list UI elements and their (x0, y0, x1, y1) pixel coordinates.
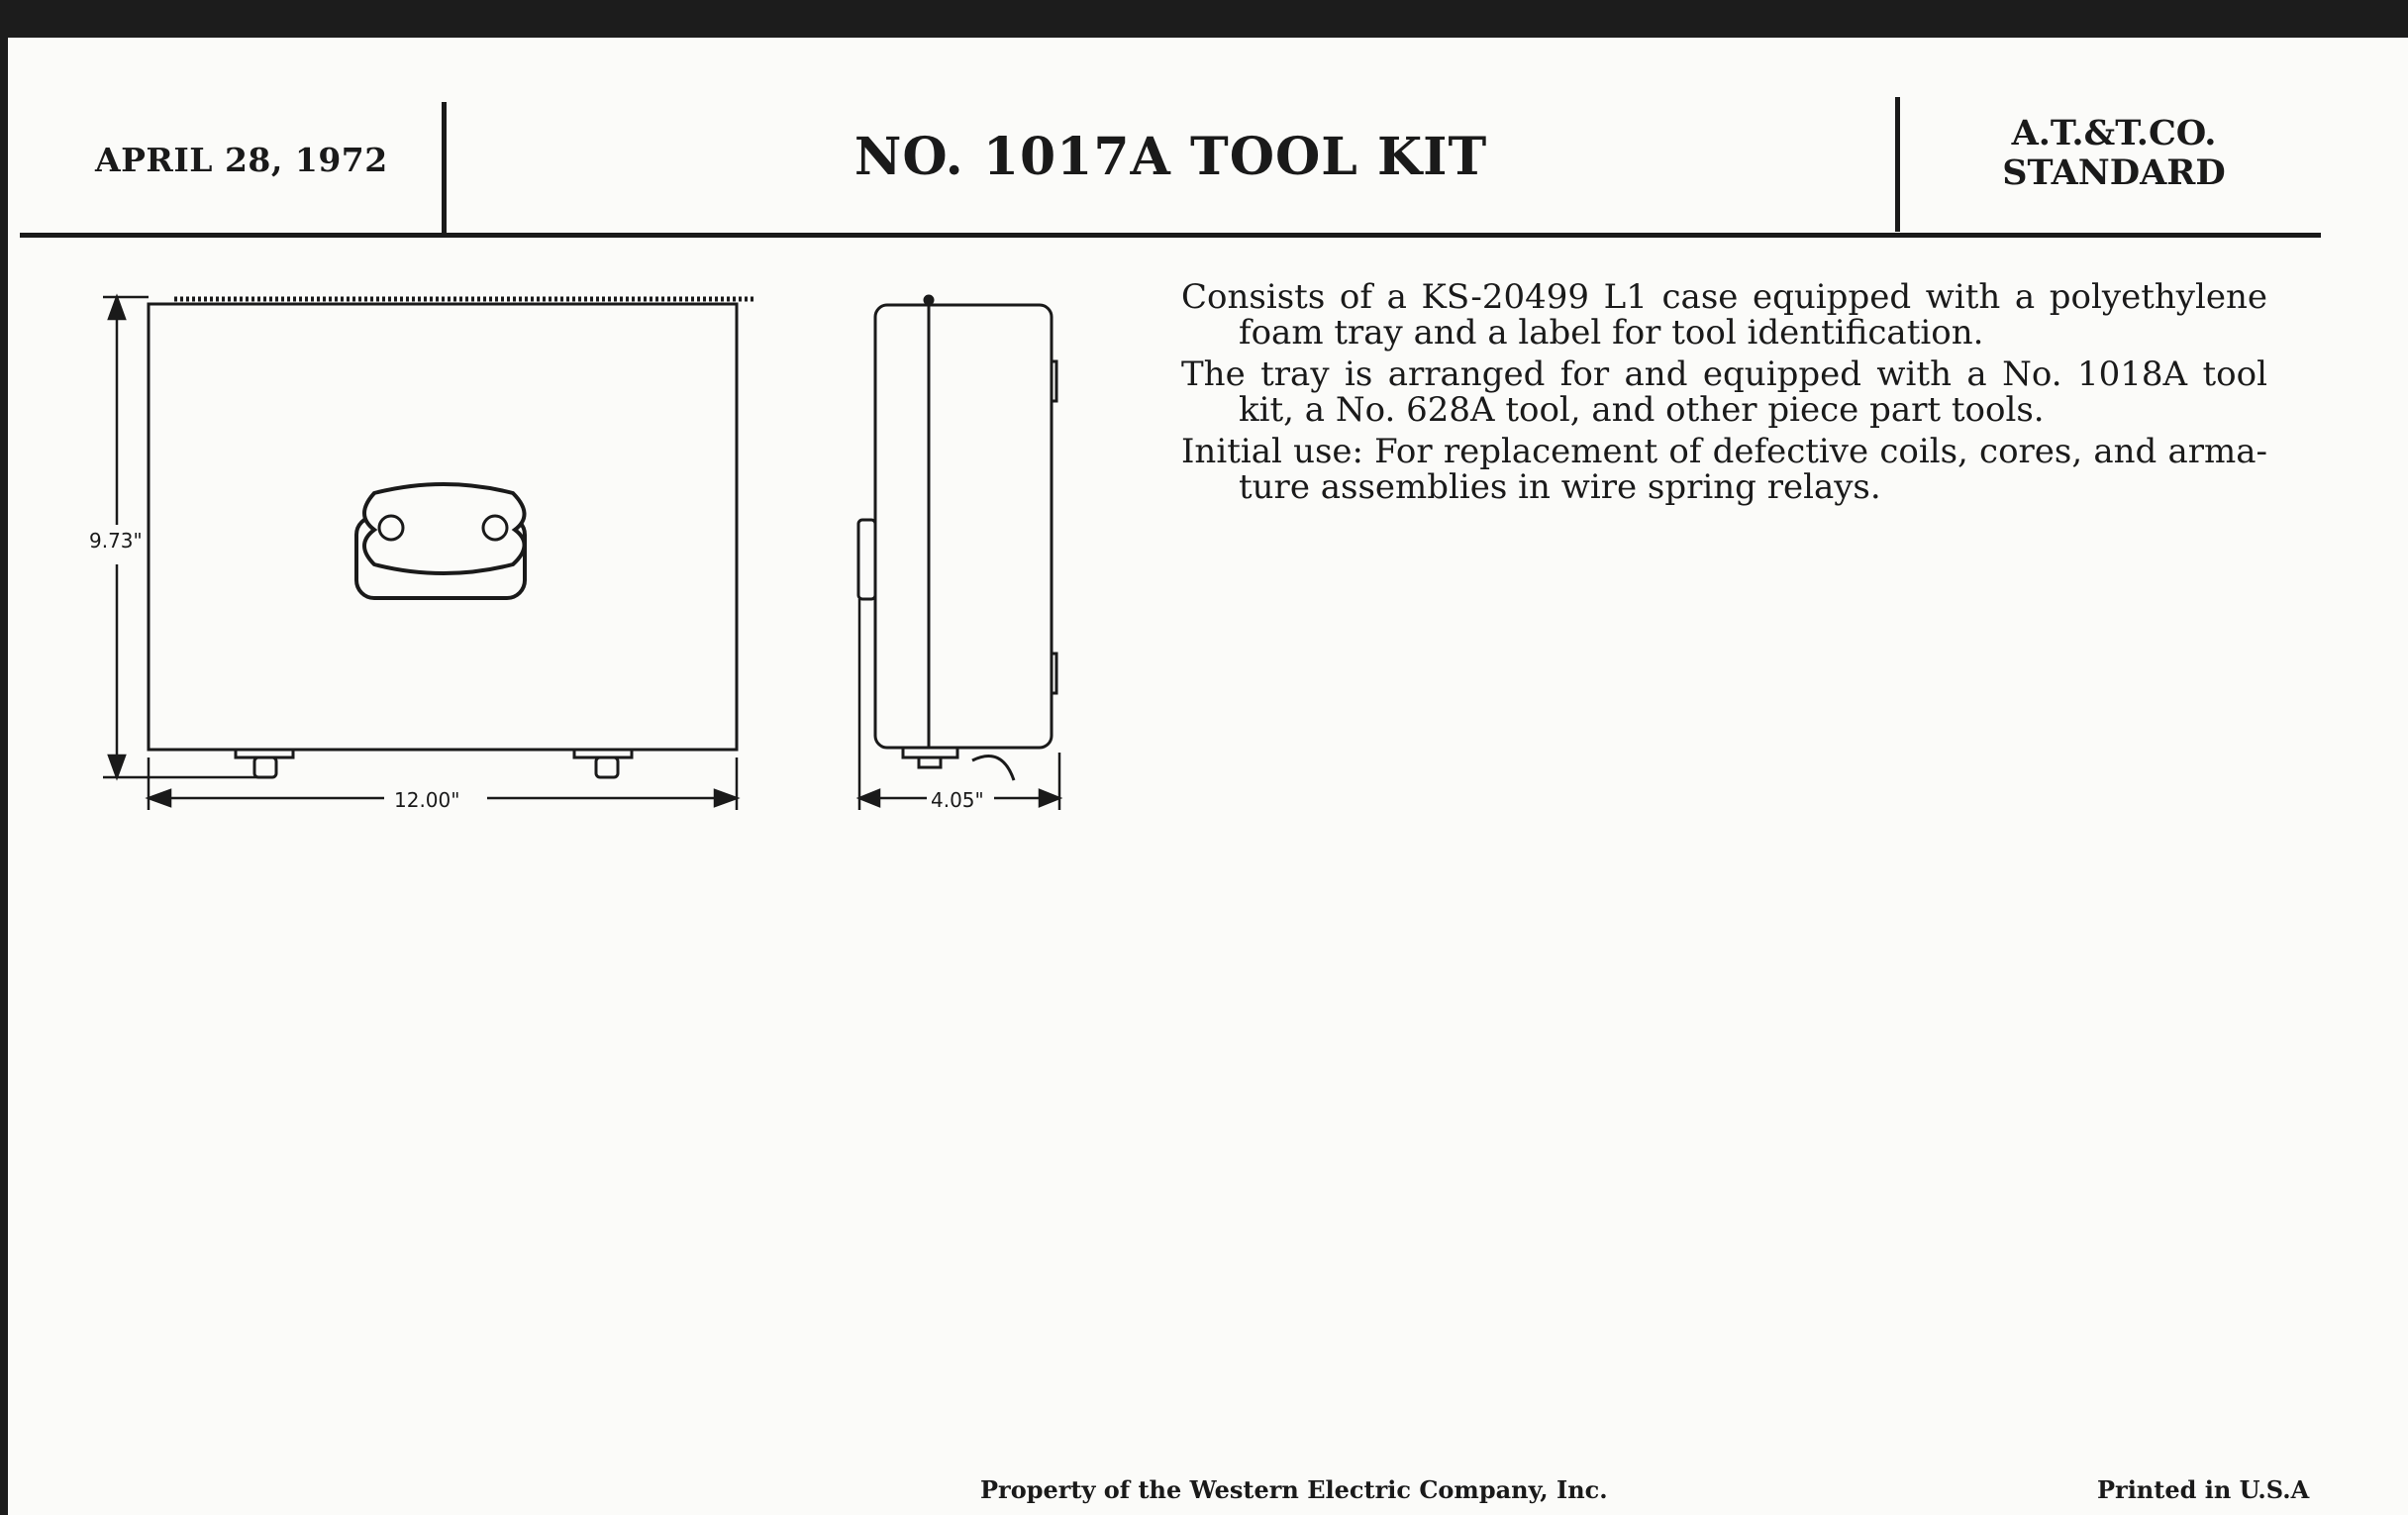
latch-right-icon (574, 750, 632, 777)
description-paragraph: Initial use: For replacement of defective coils, cores, and arma-ture assemblies in wire spring relays. (1181, 432, 2267, 507)
property-notice: Property of the Western Electric Company, Inc. (980, 1475, 1608, 1504)
side-handle-icon (858, 520, 875, 599)
standard-line-2: STANDARD (2002, 152, 2226, 193)
latch-left-icon (236, 750, 293, 777)
depth-dimension-label: 4.05" (931, 788, 984, 812)
side-view-drawing (858, 296, 1059, 810)
kit-description (1181, 279, 2267, 511)
hinge-bottom-icon (1052, 654, 1056, 693)
case-side-outline (875, 305, 1052, 748)
printed-notice: Printed in U.S.A (2097, 1475, 2310, 1504)
side-latch-icon (903, 748, 1014, 780)
height-dimension-label: 9.73" (89, 529, 143, 553)
issue-date: APRIL 28, 1972 (95, 141, 388, 179)
page-title: NO. 1017A TOOL KIT (853, 127, 1488, 187)
width-dimension-label: 12.00" (394, 788, 460, 812)
hinge-top-icon (1052, 361, 1056, 401)
description-paragraph: Consists of a KS-20499 L1 case equipped with a polyethylene foam tray and a label for tool identification. (1181, 277, 2267, 353)
handle-icon (356, 484, 525, 598)
front-view-drawing (103, 297, 754, 810)
depth-dimension-line (859, 599, 1059, 810)
description-paragraph: The tray is arranged for and equipped with a No. 1018A tool kit, a No. 628A tool, and other piece part tools. (1181, 354, 2267, 430)
standard-line-1: A.T.&T.CO. (2011, 113, 2217, 153)
